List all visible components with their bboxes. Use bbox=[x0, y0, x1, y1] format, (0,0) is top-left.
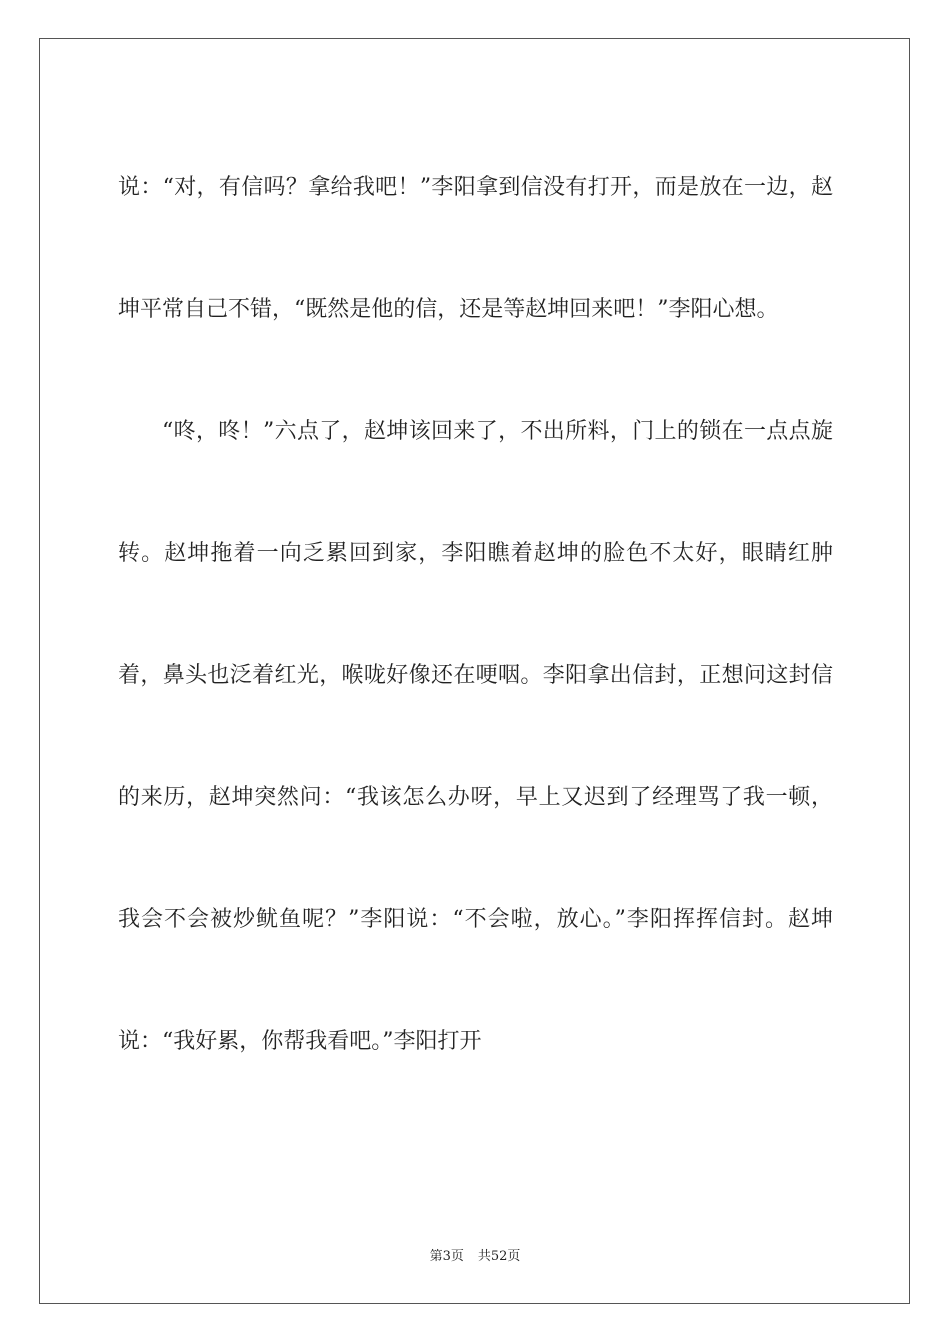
paragraph-2: “咚，咚！”六点了，赵坤该回来了，不出所料，门上的锁在一点点旋转。赵坤拖着一向乏累回到家，李阳瞧着赵坤的脸色不太好，眼睛红肿着，鼻头也泛着红光，喉咙好像还在哽咽。李阳拿出信封，正想问这封信的来历，赵坤突然问：“我该怎么办呀，早上又迟到了经理骂了我一顿，我会不会被炒鱿鱼呢？”李阳说：“不会啦，放心。”李阳挥挥信封。赵坤说：“我好累，你帮我看吧。”李阳打开 bbox=[118, 419, 833, 1054]
page-number: 第3页 bbox=[429, 1249, 464, 1264]
page-footer bbox=[0, 1245, 950, 1264]
document-body bbox=[118, 127, 833, 1103]
paragraph-1: 说：“对，有信吗？拿给我吧！”李阳拿到信没有打开，而是放在一边，赵坤平常自己不错，“既然是他的信，还是等赵坤回来吧！”李阳心想。 bbox=[118, 175, 833, 322]
page-total: 共52页 bbox=[477, 1249, 521, 1264]
page-frame bbox=[39, 38, 910, 1304]
